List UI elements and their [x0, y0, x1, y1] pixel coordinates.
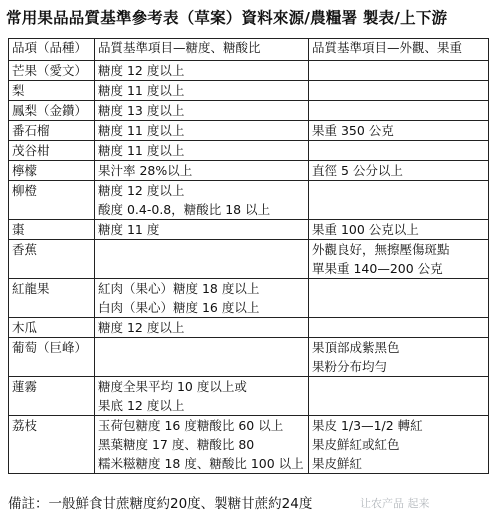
- item-name: 荔枝: [12, 418, 38, 433]
- item-name: 柳橙: [12, 183, 38, 198]
- header-sugar: 品質基準項目—糖度、糖酸比: [95, 39, 309, 61]
- header-appearance: 品質基準項目—外觀、果重: [309, 39, 489, 61]
- appearance-line: 直徑 5 公分以上: [312, 163, 403, 178]
- appearance-line: 單果重 140—200 公克: [312, 261, 443, 276]
- appearance-line: 果皮 1/3—1/2 轉紅: [312, 418, 423, 433]
- sugar-cell: [95, 161, 309, 181]
- sugar-line: [98, 259, 305, 278]
- sugar-line: 糖度全果平均 10 度以上或: [98, 379, 247, 394]
- appearance-line: 果皮鮮紅: [312, 456, 363, 471]
- sugar-cell: [95, 318, 309, 338]
- appearance-line: [312, 101, 485, 120]
- appearance-cell: [309, 161, 489, 181]
- sugar-cell: [95, 121, 309, 141]
- sugar-cell: [95, 141, 309, 161]
- appearance-line: [312, 298, 485, 317]
- sugar-line: 果汁率 28%以上: [98, 163, 193, 178]
- sugar-line: 糖度 12 度以上: [98, 183, 185, 198]
- table-row: [9, 121, 489, 141]
- table-row: [9, 240, 489, 279]
- item-name: 紅龍果: [12, 281, 50, 296]
- table-header-row: [9, 39, 489, 61]
- table-row: [9, 181, 489, 220]
- sugar-line: 糖度 11 度: [98, 222, 160, 237]
- appearance-line: [312, 61, 485, 80]
- sugar-line: 白肉（果心）糖度 16 度以上: [98, 300, 260, 315]
- item-cell: [9, 181, 95, 220]
- sugar-cell: [95, 101, 309, 121]
- item-cell: [9, 141, 95, 161]
- sugar-line: 糖度 11 度以上: [98, 123, 185, 138]
- table-row: [9, 416, 489, 474]
- item-cell: [9, 121, 95, 141]
- item-name: 香蕉: [12, 242, 38, 257]
- appearance-line: 果重 100 公克以上: [312, 222, 419, 237]
- item-cell: [9, 101, 95, 121]
- appearance-line: [312, 396, 485, 415]
- table-row: [9, 101, 489, 121]
- sugar-cell: [95, 338, 309, 377]
- table-row: [9, 141, 489, 161]
- item-name: 鳳梨（金鑽）: [12, 103, 88, 118]
- table-row: [9, 61, 489, 81]
- page-title: 常用果品品質基準參考表（草案）資料來源/農糧署 製表/上下游: [6, 9, 448, 27]
- item-name: 檸檬: [12, 163, 38, 178]
- quality-table: [8, 38, 489, 474]
- appearance-line: 外觀良好，無擦壓傷斑點: [312, 242, 450, 257]
- item-cell: [9, 220, 95, 240]
- appearance-cell: [309, 416, 489, 474]
- sugar-cell: [95, 181, 309, 220]
- watermark: 让农产品 起来: [360, 497, 430, 510]
- appearance-cell: [309, 279, 489, 318]
- item-name: 芒果（愛文）: [12, 63, 88, 78]
- sugar-cell: [95, 220, 309, 240]
- appearance-line: [312, 141, 485, 160]
- footnote: 備註：一般鮮食甘蔗糖度約20度、製糖甘蔗約24度: [8, 496, 313, 512]
- table-row: [9, 81, 489, 101]
- table-row: [9, 161, 489, 181]
- appearance-line: 果重 350 公克: [312, 123, 394, 138]
- appearance-line: [312, 200, 485, 219]
- sugar-line: 酸度 0.4-0.8，糖酸比 18 以上: [98, 202, 271, 217]
- appearance-cell: [309, 318, 489, 338]
- appearance-cell: [309, 141, 489, 161]
- sugar-line: 糖度 11 度以上: [98, 83, 185, 98]
- sugar-line: 紅肉（果心）糖度 18 度以上: [98, 281, 260, 296]
- sugar-cell: [95, 377, 309, 416]
- sugar-line: [98, 357, 305, 376]
- item-name: 棗: [12, 222, 25, 237]
- appearance-cell: [309, 181, 489, 220]
- sugar-line: 糖度 12 度以上: [98, 63, 185, 78]
- item-cell: [9, 416, 95, 474]
- sugar-line: 糯米糍糖度 18 度、糖酸比 100 以上: [98, 456, 304, 471]
- sugar-cell: [95, 416, 309, 474]
- appearance-cell: [309, 338, 489, 377]
- item-name: 梨: [12, 83, 25, 98]
- appearance-line: [312, 279, 485, 298]
- sugar-cell: [95, 81, 309, 101]
- appearance-cell: [309, 220, 489, 240]
- sugar-line: 黑葉糖度 17 度、糖酸比 80: [98, 437, 255, 452]
- item-name: 茂谷柑: [12, 143, 50, 158]
- header-item: 品項（品種）: [9, 39, 95, 61]
- item-name: 葡萄（巨峰）: [12, 340, 88, 355]
- table-body: [9, 61, 489, 474]
- appearance-cell: [309, 240, 489, 279]
- appearance-line: [312, 318, 485, 337]
- item-cell: [9, 377, 95, 416]
- item-cell: [9, 338, 95, 377]
- appearance-line: 果皮鮮紅或紅色: [312, 437, 400, 452]
- table-row: [9, 377, 489, 416]
- appearance-cell: [309, 377, 489, 416]
- item-cell: [9, 81, 95, 101]
- appearance-line: [312, 181, 485, 200]
- sugar-cell: [95, 279, 309, 318]
- sugar-cell: [95, 61, 309, 81]
- sugar-line: 糖度 12 度以上: [98, 320, 185, 335]
- item-name: 番石榴: [12, 123, 50, 138]
- item-cell: [9, 61, 95, 81]
- item-name: 蓮霧: [12, 379, 38, 394]
- item-cell: [9, 240, 95, 279]
- appearance-cell: [309, 81, 489, 101]
- sugar-line: [98, 240, 305, 259]
- item-name: 木瓜: [12, 320, 38, 335]
- sugar-line: 糖度 11 度以上: [98, 143, 185, 158]
- appearance-cell: [309, 121, 489, 141]
- sugar-line: [98, 338, 305, 357]
- sugar-line: 玉荷包糖度 16 度糖酸比 60 以上: [98, 418, 284, 433]
- appearance-line: [312, 377, 485, 396]
- item-cell: [9, 279, 95, 318]
- item-cell: [9, 318, 95, 338]
- appearance-line: 果粉分布均勻: [312, 359, 388, 374]
- appearance-cell: [309, 61, 489, 81]
- item-cell: [9, 161, 95, 181]
- appearance-cell: [309, 101, 489, 121]
- table-row: [9, 220, 489, 240]
- sugar-line: 糖度 13 度以上: [98, 103, 185, 118]
- appearance-line: 果頂部成紫黑色: [312, 340, 400, 355]
- table-row: [9, 279, 489, 318]
- appearance-line: [312, 81, 485, 100]
- sugar-line: 果底 12 度以上: [98, 398, 185, 413]
- table-row: [9, 338, 489, 377]
- sugar-cell: [95, 240, 309, 279]
- table-row: [9, 318, 489, 338]
